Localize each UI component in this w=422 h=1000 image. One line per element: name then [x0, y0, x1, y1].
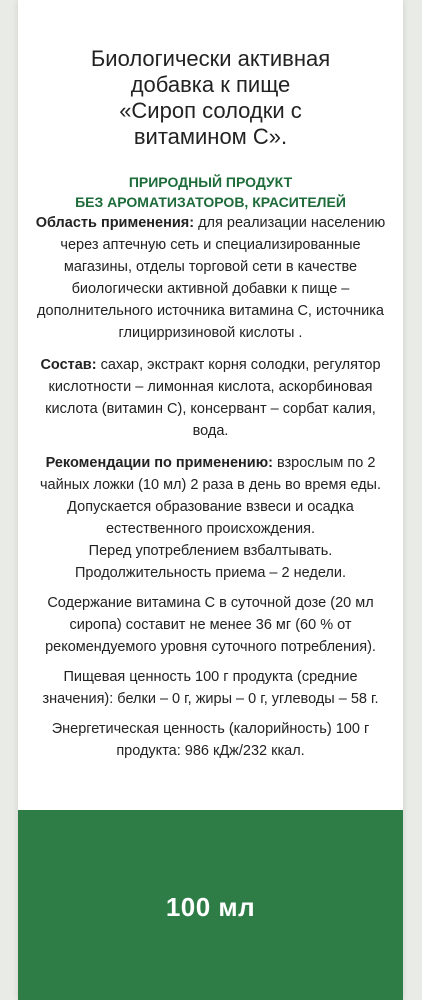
application-section	[32, 212, 389, 344]
package-panel	[18, 0, 403, 1000]
application-label: Область применения:	[35, 215, 195, 231]
application-text: для реализации населению через аптечную сеть и специализированные магазины, отделы торговой сети в качестве биологически активной добавки к пище – дополнительного источника витамина С, источника глицирризиновой кислоты .	[37, 215, 386, 341]
volume-label: 100 мл	[165, 892, 256, 922]
composition-label: Состав:	[40, 357, 97, 373]
recommendations-text: взрослым по 2 чайных ложки (10 мл) 2 раза в день во время еды. Допускается образование взвеси и осадка естественного происхождения.	[39, 455, 381, 537]
recommendations-section	[32, 452, 389, 540]
shake-instruction: Перед употреблением взбалтывать.	[88, 543, 333, 559]
energy-value: Энергетическая ценность (калорийность) 100 г продукта: 986 кДж/232 ккал.	[51, 721, 370, 759]
label-content	[18, 0, 403, 762]
recommendations-label: Рекомендации по применению:	[45, 455, 273, 471]
title-line: «Сироп солодки с	[119, 98, 302, 123]
no-additives-claim: БЕЗ АРОМАТИЗАТОРОВ, КРАСИТЕЛЕЙ	[75, 194, 346, 210]
natural-product-claim: ПРИРОДНЫЙ ПРОДУКТ	[128, 174, 293, 190]
title-line: добавка к пище	[130, 72, 291, 97]
title-line: Биологически активная	[90, 46, 331, 71]
nutrition-value: Пищевая ценность 100 г продукта (средние значения): белки – 0 г, жиры – 0 г, углеводы – 58 г.	[42, 669, 379, 707]
title-line: витамином С».	[133, 124, 288, 149]
composition-text: сахар, экстракт корня солодки, регулятор кислотности – лимонная кислота, аскорбиновая кислота (витамин С), консервант – сорбат калия, вода.	[45, 357, 381, 439]
composition-section	[32, 354, 389, 442]
product-title	[32, 46, 389, 150]
vitamin-c-content: Содержание витамина С в суточной дозе (20 мл сиропа) составит не менее 36 мг (60 % от рекомендуемого уровня суточного потребления).	[45, 595, 376, 655]
duration-text: Продолжительность приема – 2 недели.	[74, 565, 347, 581]
